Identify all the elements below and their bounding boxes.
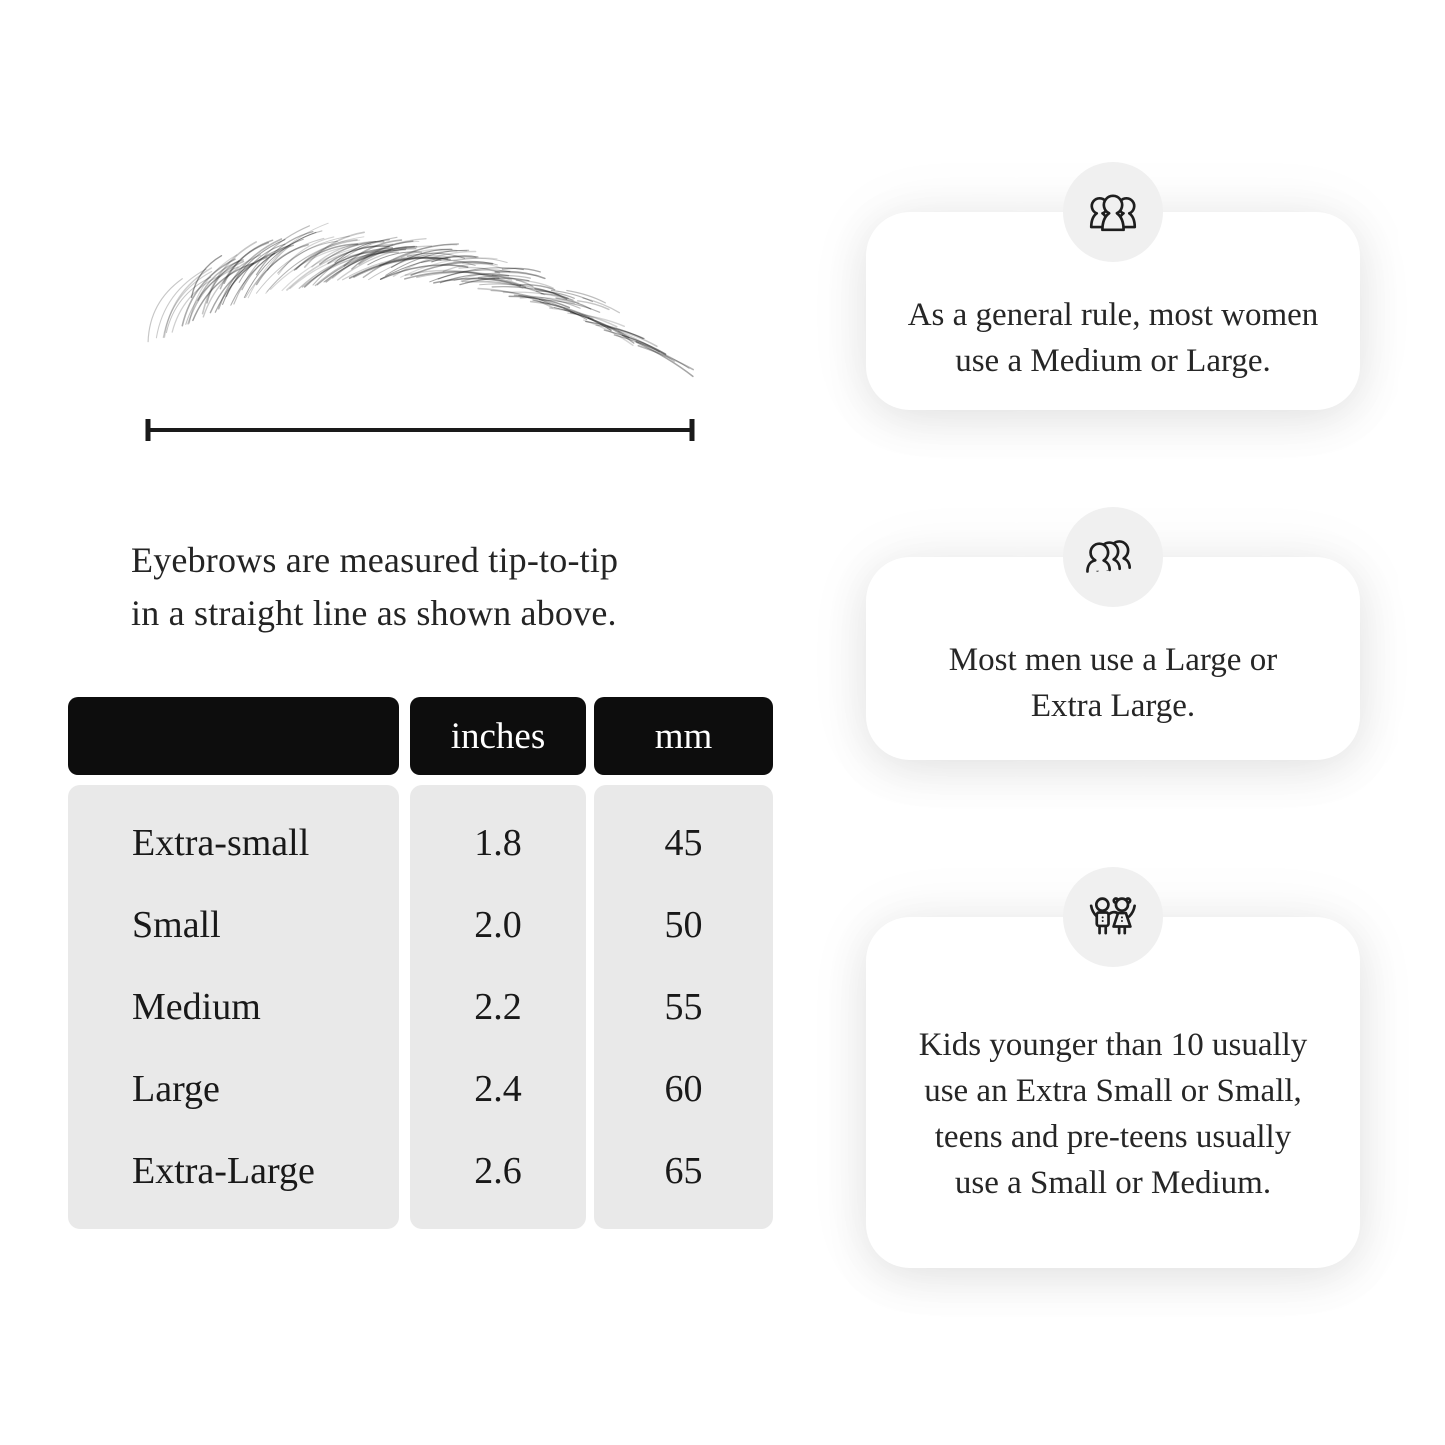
icon-circle: [1063, 162, 1163, 262]
icon-circle: [1063, 867, 1163, 967]
tip-card-women-text: As a general rule, most women use a Medium or Large.: [907, 297, 1319, 379]
mm-value: 60: [664, 1068, 703, 1110]
tip-card-men: [866, 557, 1360, 760]
inches-value: 2.6: [474, 1150, 522, 1192]
tip-card-kids-text: Kids younger than 10 usually use an Extra Small or Small, teens and pre-teens usually use a Small or Medium.: [918, 1026, 1308, 1201]
mm-value: 50: [664, 904, 703, 946]
tip-card-women: [866, 212, 1360, 410]
size-table-header-blank: [68, 697, 399, 775]
size-table-header-mm: mm: [594, 697, 773, 775]
size-label: Large: [132, 1068, 220, 1110]
size-table-header-row: [68, 697, 773, 775]
size-table: [68, 697, 773, 1229]
tip-card-kids: [866, 917, 1360, 1268]
size-label: Medium: [132, 986, 261, 1028]
mm-value: 45: [664, 822, 703, 864]
tip-card-men-text: Most men use a Large or Extra Large.: [948, 641, 1278, 724]
women-group-icon: [1084, 189, 1142, 235]
size-table-label-column: [68, 785, 399, 1229]
mm-value: 65: [664, 1150, 703, 1192]
size-label: Small: [132, 904, 221, 946]
size-table-inches-column: [410, 785, 586, 1229]
size-label: Extra-small: [132, 822, 310, 864]
inches-value: 2.2: [474, 986, 522, 1028]
inches-value: 2.0: [474, 904, 522, 946]
measurement-line: [105, 416, 705, 446]
kids-icon: [1085, 893, 1141, 941]
icon-circle: [1063, 507, 1163, 607]
size-table-mm-column: [594, 785, 773, 1229]
mm-value: 55: [664, 986, 703, 1028]
men-group-icon: [1083, 534, 1143, 580]
caption-line-1: Eyebrows are measured tip-to-tip: [131, 540, 619, 580]
size-table-body: [68, 775, 773, 1229]
caption-line-2: in a straight line as shown above.: [131, 593, 617, 633]
eyebrow-illustration: [105, 235, 705, 395]
size-table-header-inches: inches: [410, 697, 586, 775]
measurement-caption: [131, 534, 771, 640]
inches-value: 1.8: [474, 822, 522, 864]
size-label: Extra-Large: [132, 1150, 315, 1192]
inches-value: 2.4: [474, 1068, 522, 1110]
